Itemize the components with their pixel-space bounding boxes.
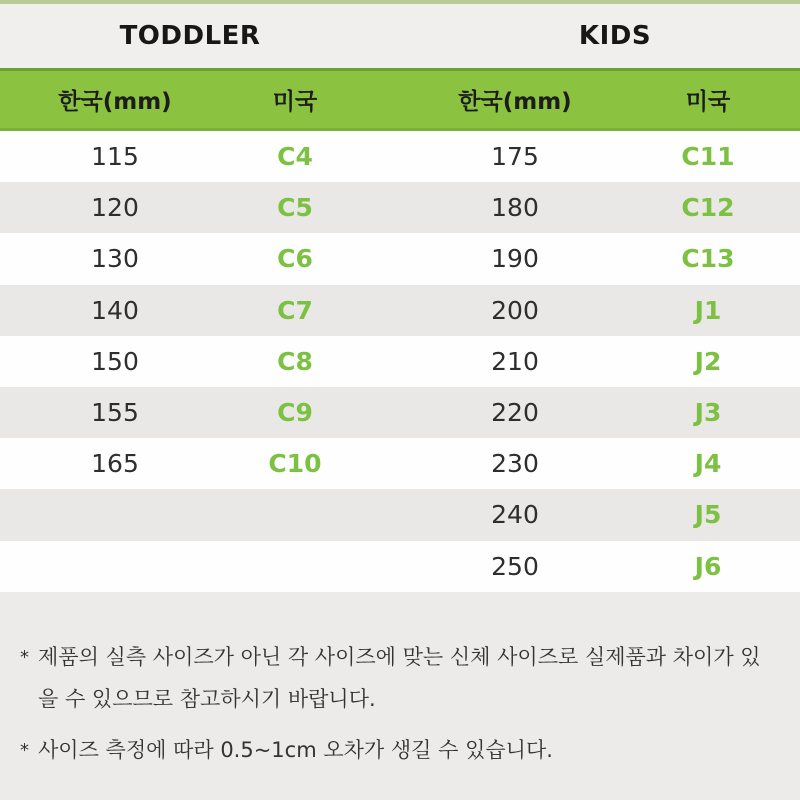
- toddler-section-title: TODDLER: [119, 21, 261, 51]
- toddler-kr-cell: 150: [91, 346, 139, 376]
- kids-us-cell: J3: [694, 398, 722, 428]
- table-row: [0, 131, 800, 182]
- toddler-kr-column-header: 한국(mm): [58, 89, 172, 115]
- toddler-kr-cell: 120: [91, 193, 139, 223]
- toddler-us-cell: C4: [277, 142, 313, 172]
- table-row: [0, 233, 800, 284]
- section-title-row: [0, 4, 800, 68]
- toddler-kr-cell: 140: [91, 295, 139, 325]
- kids-kr-cell: 240: [491, 500, 539, 530]
- kids-kr-cell: 250: [491, 551, 539, 581]
- kids-us-cell: C11: [681, 142, 735, 172]
- kids-section-title: KIDS: [578, 21, 652, 51]
- kids-us-cell: J1: [694, 295, 722, 325]
- toddler-us-cell: C7: [277, 295, 313, 325]
- table-row: [0, 182, 800, 233]
- toddler-kr-cell: 165: [91, 449, 139, 479]
- kids-kr-cell: 180: [491, 193, 539, 223]
- footnote-2: [20, 729, 770, 773]
- kids-us-cell: J6: [694, 551, 722, 581]
- footnote-1-text: 제품의 실측 사이즈가 아닌 각 사이즈에 맞는 신체 사이즈로 실제품과 차이가 있을 수 있으므로 참고하시기 바랍니다.: [38, 644, 761, 711]
- table-row: [0, 489, 800, 540]
- asterisk-marker: *: [20, 739, 29, 761]
- footnotes-section: [0, 592, 800, 800]
- toddler-us-cell: C10: [268, 449, 322, 479]
- kids-kr-cell: 200: [491, 295, 539, 325]
- kids-kr-cell: 190: [491, 244, 539, 274]
- toddler-us-column-header: 미국: [272, 89, 318, 115]
- toddler-kr-cell: 115: [91, 142, 139, 172]
- table-row: [0, 336, 800, 387]
- toddler-kr-cell: 155: [91, 398, 139, 428]
- kids-us-cell: J2: [694, 346, 722, 376]
- table-row: [0, 541, 800, 592]
- kids-kr-cell: 220: [491, 398, 539, 428]
- toddler-kr-cell: 130: [91, 244, 139, 274]
- asterisk-marker: *: [20, 646, 29, 668]
- toddler-us-cell: C5: [277, 193, 313, 223]
- table-row: [0, 438, 800, 489]
- kids-kr-cell: 230: [491, 449, 539, 479]
- toddler-us-cell: C9: [277, 398, 313, 428]
- toddler-us-cell: C6: [277, 244, 313, 274]
- kids-us-cell: J5: [694, 500, 722, 530]
- table-row: [0, 387, 800, 438]
- footnote-2-text: 사이즈 측정에 따라 0.5~1cm 오차가 생길 수 있습니다.: [38, 737, 553, 762]
- table-row: [0, 285, 800, 336]
- size-table: [0, 131, 800, 592]
- kids-kr-cell: 175: [491, 142, 539, 172]
- kids-us-cell: J4: [694, 449, 722, 479]
- kids-kr-cell: 210: [491, 346, 539, 376]
- kids-us-cell: C12: [681, 193, 735, 223]
- kids-us-column-header: 미국: [685, 89, 731, 115]
- footnote-1: [20, 636, 770, 720]
- toddler-us-cell: C8: [277, 346, 313, 376]
- kids-kr-column-header: 한국(mm): [458, 89, 572, 115]
- column-header-row: [0, 68, 800, 131]
- kids-us-cell: C13: [681, 244, 735, 274]
